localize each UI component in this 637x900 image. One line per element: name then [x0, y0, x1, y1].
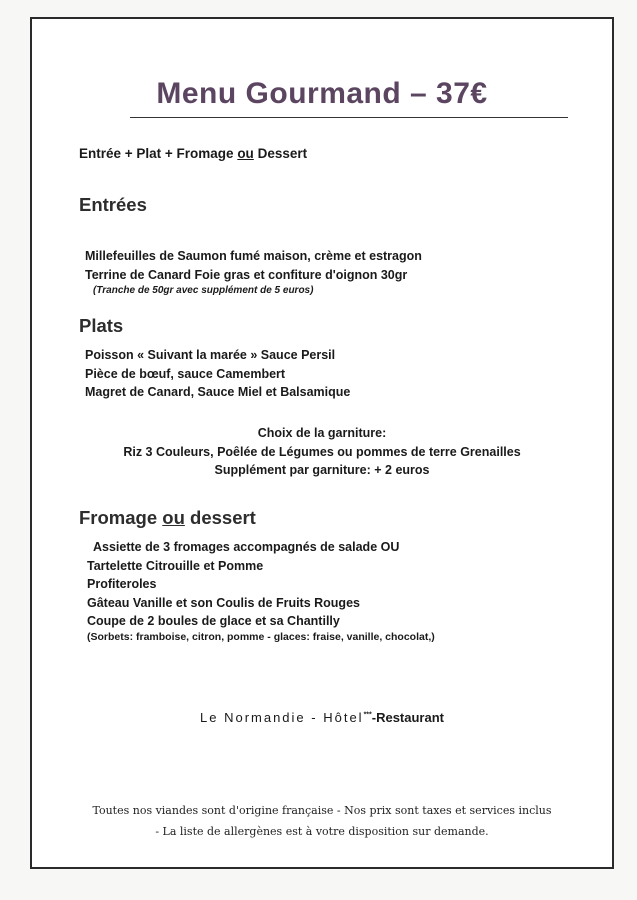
formula-prefix: Entrée + Plat + Fromage — [79, 146, 238, 161]
formula-suffix: Dessert — [253, 146, 308, 161]
signature-suffix: -Restaurant — [371, 710, 444, 725]
formula-or: ou — [237, 146, 254, 161]
heading-suffix: dessert — [184, 507, 256, 528]
plats-heading: Plats — [79, 315, 124, 336]
garniture-options: Riz 3 Couleurs, Poêlée de Légumes ou pommes de terre Grenailles — [123, 444, 521, 459]
dessert-item: Assiette de 3 fromages accompagnés de salade OU — [93, 540, 400, 554]
plat-item: Magret de Canard, Sauce Miel et Balsamique — [85, 385, 351, 399]
menu-page — [30, 17, 614, 869]
signature-name: Le Normandie - Hôtel — [200, 710, 364, 725]
heading-prefix: Fromage — [79, 507, 163, 528]
dessert-item: Profiteroles — [87, 577, 157, 591]
title-underline — [130, 117, 568, 118]
heading-or: ou — [162, 507, 185, 528]
fromage-dessert-list — [87, 538, 435, 643]
entrees-heading: Entrées — [79, 194, 147, 215]
restaurant-signature — [32, 710, 612, 725]
menu-formula — [79, 146, 307, 161]
plats-list — [85, 346, 350, 402]
garniture-title: Choix de la garniture: — [257, 426, 387, 440]
entree-note: (Tranche de 50gr avec supplément de 5 euros) — [93, 285, 314, 296]
entrees-list — [85, 247, 422, 296]
dessert-note: (Sorbets: framboise, citron, pomme - glaces: fraise, vanille, chocolat,) — [87, 630, 435, 643]
dessert-item: Tartelette Citrouille et Pomme — [87, 558, 264, 573]
footer-line: - La liste de allergènes est à votre disposition sur demande. — [155, 825, 489, 838]
footer-line: Toutes nos viandes sont d'origine française - Nos prix sont taxes et services inclus — [92, 804, 552, 817]
hotel-stars: *** — [363, 711, 372, 719]
entree-item: Terrine de Canard Foie gras et confiture d'oignon 30gr — [85, 267, 408, 282]
menu-title: Menu Gourmand – 37€ — [156, 77, 488, 110]
dessert-item: Gâteau Vanille et son Coulis de Fruits Rouges — [87, 595, 360, 610]
entree-item: Millefeuilles de Saumon fumé maison, crème et estragon — [85, 249, 422, 263]
fromage-dessert-heading — [79, 507, 256, 529]
garniture-block — [32, 424, 612, 480]
garniture-supplement: Supplément par garniture: + 2 euros — [214, 463, 430, 477]
plat-item: Poisson « Suivant la marée » Sauce Persil — [85, 348, 336, 362]
plat-item: Pièce de bœuf, sauce Camembert — [85, 366, 286, 381]
dessert-item: Coupe de 2 boules de glace et sa Chantilly — [87, 614, 340, 628]
